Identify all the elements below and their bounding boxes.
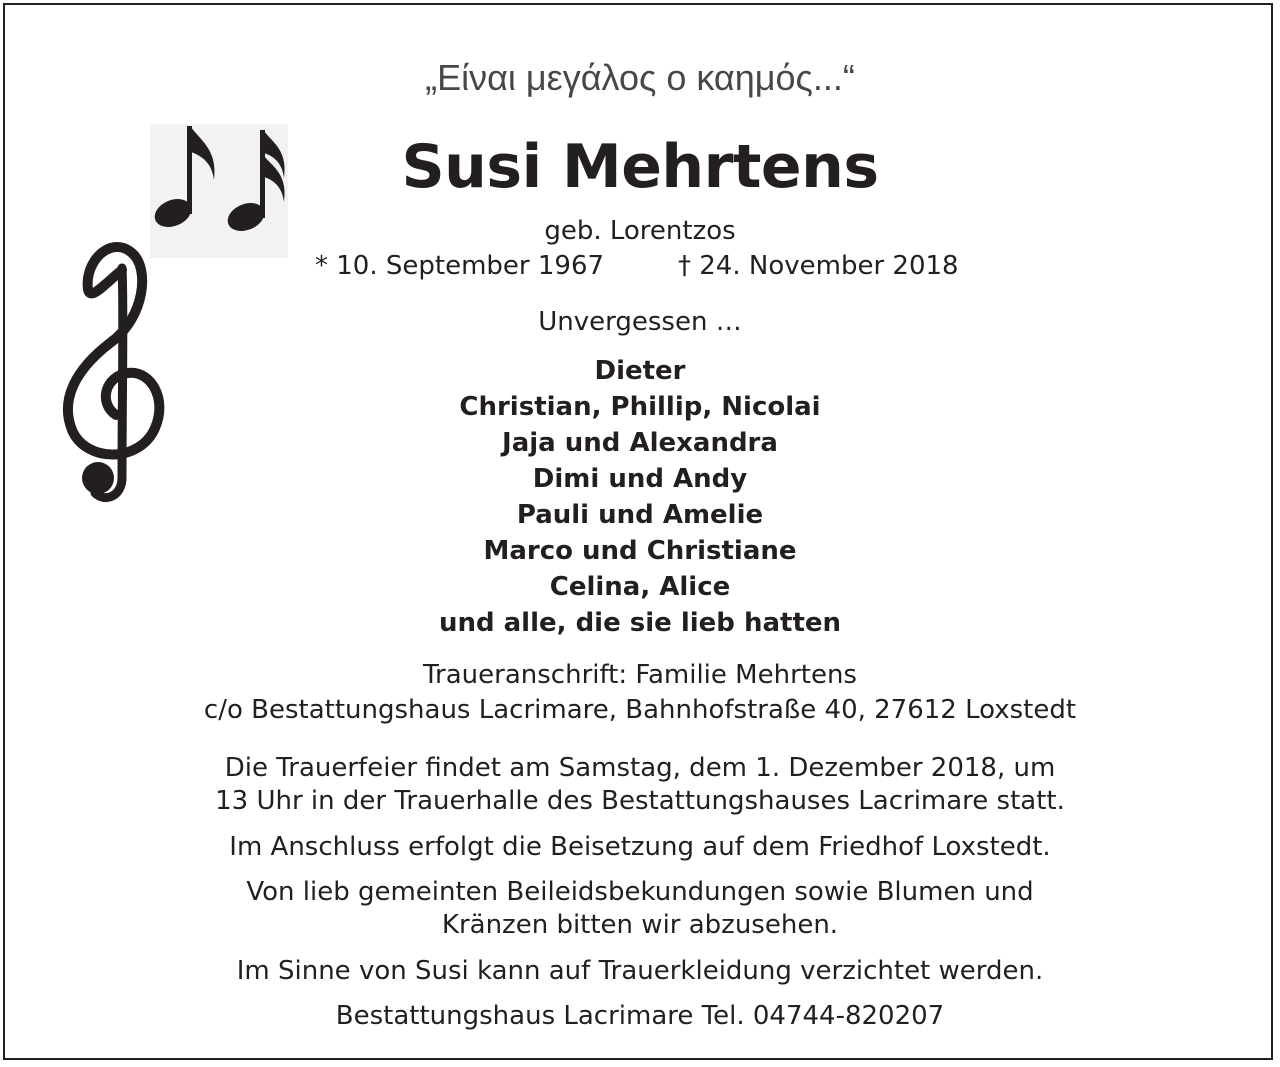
deceased-name: Susi Mehrtens: [401, 132, 879, 202]
mourning-address-label: Traueranschrift: Familie Mehrtens: [423, 660, 857, 690]
attire-notice: Im Sinne von Susi kann auf Trauerkleidung verzichtet werden.: [236, 956, 1044, 986]
mourner-line: Dieter: [594, 356, 686, 386]
remembrance-line: Unvergessen …: [538, 307, 742, 337]
ceremony-line-2: 13 Uhr in der Trauerhalle des Bestattungshauses Lacrimare statt.: [215, 786, 1065, 816]
mourner-line: Marco und Christiane: [483, 536, 797, 566]
death-date: † 24. November 2018: [678, 251, 959, 281]
condolences-line-2: Kränzen bitten wir abzusehen.: [441, 910, 839, 940]
mourning-address: c/o Bestattungshaus Lacrimare, Bahnhofstraße 40, 27612 Loxstedt: [203, 695, 1077, 725]
mourners-list: [0, 353, 1280, 641]
greek-quote: „Είναι μεγάλος ο καημός...“: [425, 57, 855, 98]
birth-name: geb. Lorentzos: [544, 216, 736, 246]
mourner-line: Dimi und Andy: [532, 464, 748, 494]
mourner-line: Jaja und Alexandra: [502, 428, 778, 458]
birth-date: * 10. September 1967: [315, 251, 605, 281]
burial-notice: Im Anschluss erfolgt die Beisetzung auf dem Friedhof Loxstedt.: [229, 832, 1051, 862]
mourner-line: Christian, Phillip, Nicolai: [459, 392, 821, 422]
condolences-line-1: Von lieb gemeinten Beileidsbekundungen sowie Blumen und: [246, 877, 1034, 907]
condolences-notice: [0, 876, 1280, 942]
mourner-line: und alle, die sie lieb hatten: [438, 608, 842, 638]
funeral-home-contact: Bestattungshaus Lacrimare Tel. 04744-820207: [335, 1001, 945, 1031]
mourner-line: Pauli und Amelie: [516, 500, 764, 530]
mourner-line: Celina, Alice: [549, 572, 731, 602]
life-dates: [0, 251, 1280, 285]
ceremony-line-1: Die Trauerfeier findet am Samstag, dem 1. Dezember 2018, um: [224, 753, 1056, 783]
ceremony-notice: [0, 752, 1280, 818]
